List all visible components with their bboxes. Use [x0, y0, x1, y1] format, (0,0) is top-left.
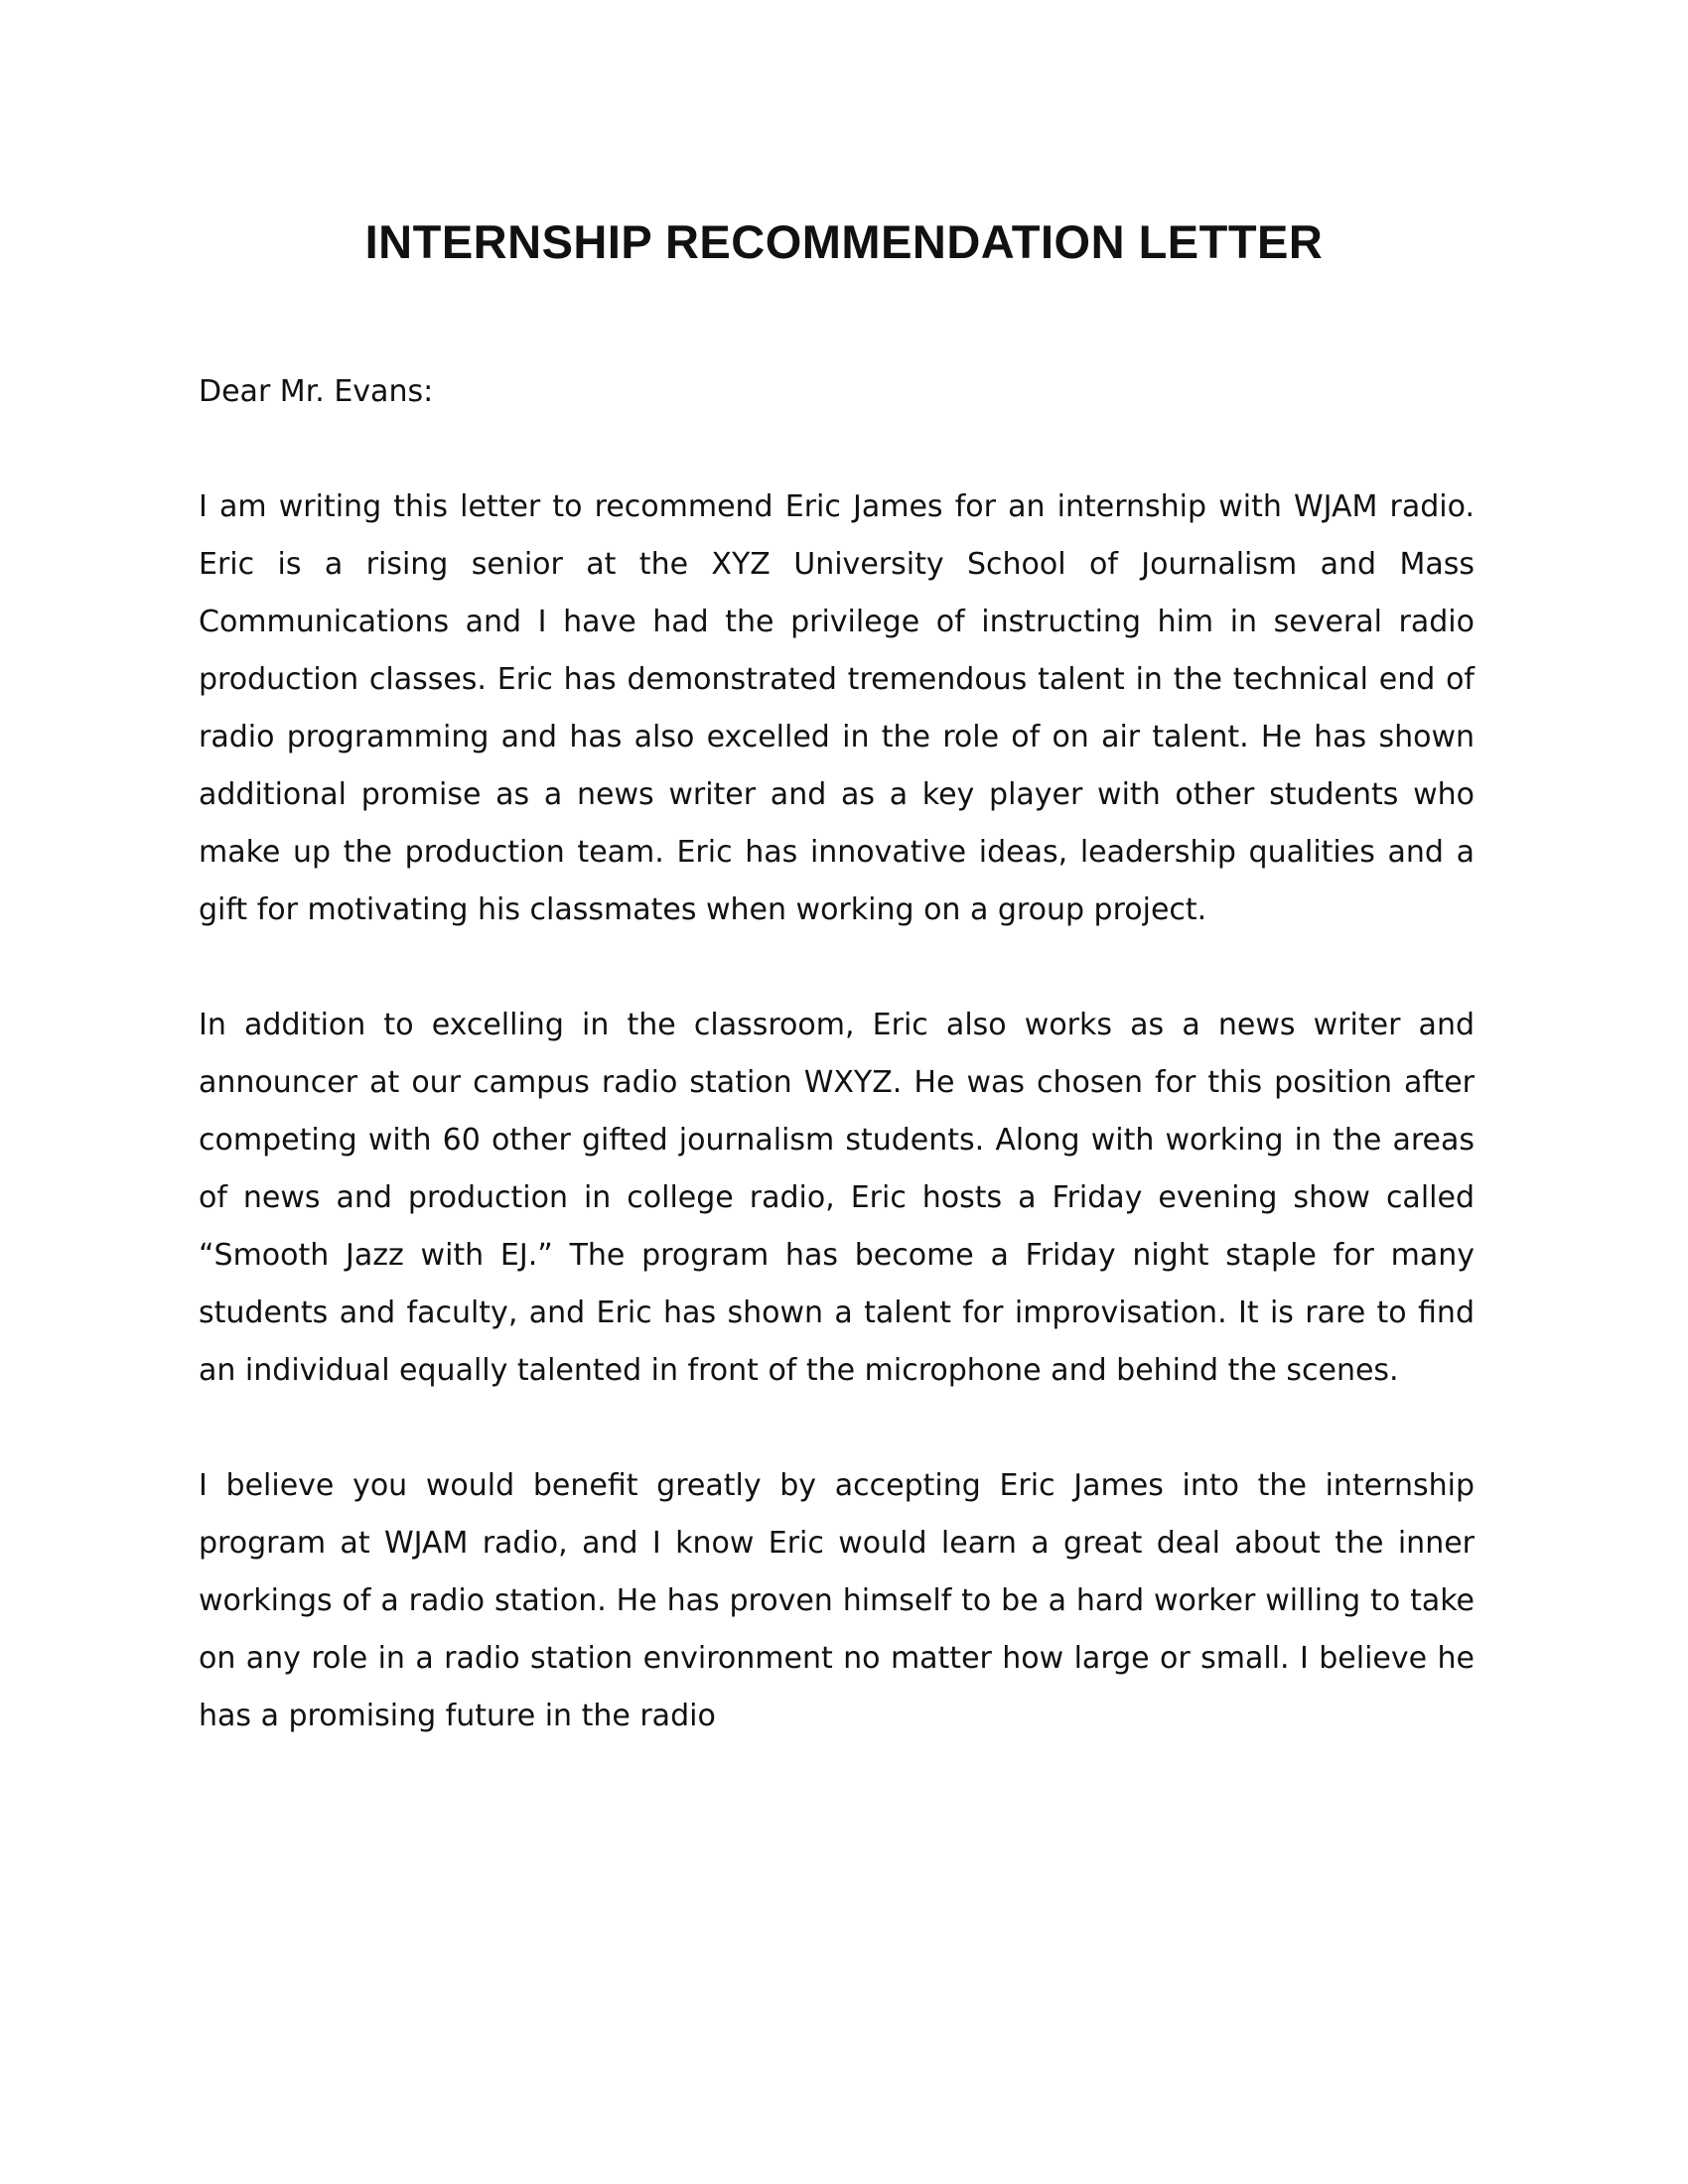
letter-paragraph-3: I believe you would benefit greatly by accepting Eric James into the internship program at WJAM radio, and I know Eric would learn a great deal about the inner workings of a radio station. He has proven himself to be a hard worker willing to take on any role in a radio station environment no matter how large or small. I believe he has a promising future in the radio: [199, 1468, 1475, 1733]
page-title: INTERNSHIP RECOMMENDATION LETTER: [364, 215, 1324, 269]
letter-body: [199, 363, 1475, 1745]
letter-paragraph-1: I am writing this letter to recommend Eric James for an internship with WJAM radio. Eric is a rising senior at the XYZ University School of Journalism and Mass Communications and I have had the privilege of instructing him in several radio production classes. Eric has demonstrated tremendous talent in the technical end of radio programming and has also excelled in the role of on air talent. He has shown additional promise as a news writer and as a key player with other students who make up the production team. Eric has innovative ideas, leadership qualities and a gift for motivating his classmates when working on a group project.: [199, 489, 1475, 927]
letter-paragraph-2: In addition to excelling in the classroom, Eric also works as a news writer and announcer at our campus radio station WXYZ. He was chosen for this position after competing with 60 other gifted journalism students. Along with working in the areas of news and production in college radio, Eric hosts a Friday evening show called “Smooth Jazz with EJ.” The program has become a Friday night staple for many students and faculty, and Eric has shown a talent for improvisation. It is rare to find an individual equally talented in front of the microphone and behind the scenes.: [199, 1008, 1475, 1388]
salutation: Dear Mr. Evans:: [199, 374, 434, 409]
